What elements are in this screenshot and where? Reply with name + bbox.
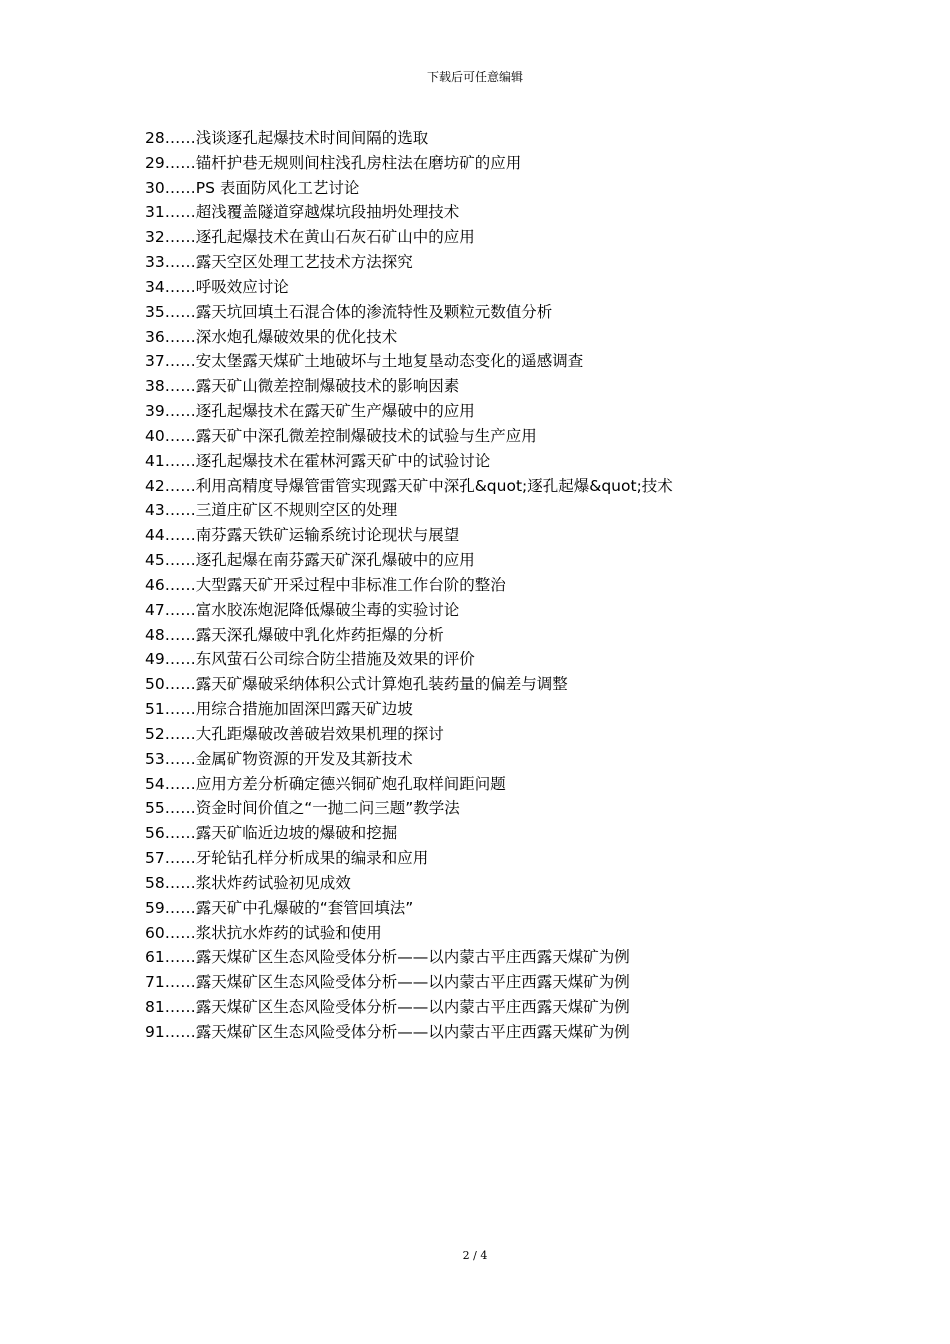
toc-item: 42……利用高精度导爆管雷管实现露天矿中深孔&quot;逐孔起爆&quot;技术 <box>145 476 673 495</box>
toc-item: 44……南芬露天铁矿运输系统讨论现状与展望 <box>145 526 460 545</box>
toc-item: 45……逐孔起爆在南芬露天矿深孔爆破中的应用 <box>145 551 475 570</box>
toc-item: 52……大孔距爆破改善破岩效果机理的探讨 <box>145 724 444 743</box>
toc-item: 29……锚杆护巷无规则间柱浅孔房柱法在磨坊矿的应用 <box>145 153 522 172</box>
toc-item: 36……深水炮孔爆破效果的优化技术 <box>145 327 398 346</box>
toc-item: 40……露天矿中深孔微差控制爆破技术的试验与生产应用 <box>145 426 537 445</box>
toc-item: 55……资金时间价值之“一抛二问三题”教学法 <box>145 799 460 818</box>
toc-item: 28……浅谈逐孔起爆技术时间间隔的选取 <box>145 129 429 147</box>
toc-item: 38……露天矿山微差控制爆破技术的影响因素 <box>145 377 460 396</box>
page-number: 2 / 4 <box>462 1249 488 1262</box>
toc-item: 51……用综合措施加固深凹露天矿边坡 <box>145 700 413 719</box>
toc-item: 30……PS 表面防风化工艺讨论 <box>145 178 360 197</box>
toc-item: 46……大型露天矿开采过程中非标准工作台阶的整治 <box>145 575 506 594</box>
toc-item: 81……露天煤矿区生态风险受体分析——以内蒙古平庄西露天煤矿为例 <box>145 997 630 1016</box>
toc-item: 54……应用方差分析确定德兴铜矿炮孔取样间距问题 <box>145 774 506 793</box>
page-header: 下载后可任意编辑 <box>426 70 523 84</box>
toc-item: 33……露天空区处理工艺技术方法探究 <box>145 253 413 272</box>
toc-item: 59……露天矿中孔爆破的“套管回填法” <box>145 898 414 917</box>
toc-item: 35……露天坑回填土石混合体的渗流特性及颗粒元数值分析 <box>145 302 553 321</box>
toc-item: 41……逐孔起爆技术在霍林河露天矿中的试验讨论 <box>145 451 491 470</box>
toc-item: 48……露天深孔爆破中乳化炸药拒爆的分析 <box>145 625 444 644</box>
toc-item: 60……浆状抗水炸药的试验和使用 <box>145 923 382 942</box>
toc-item: 53……金属矿物资源的开发及其新技术 <box>145 749 413 768</box>
toc-item: 32……逐孔起爆技术在黄山石灰石矿山中的应用 <box>145 228 475 247</box>
toc-item: 31……超浅覆盖隧道穿越煤坑段抽坍处理技术 <box>145 203 460 222</box>
toc-item: 37……安太堡露天煤矿土地破坏与土地复垦动态变化的遥感调查 <box>145 352 584 371</box>
toc-item: 47……富水胶冻炮泥降低爆破尘毒的实验讨论 <box>145 600 460 619</box>
toc-item: 43……三道庄矿区不规则空区的处理 <box>145 501 398 520</box>
toc-item: 39……逐孔起爆技术在露天矿生产爆破中的应用 <box>145 402 475 421</box>
toc-item: 49……东风萤石公司综合防尘措施及效果的评价 <box>145 650 475 669</box>
toc-item: 50……露天矿爆破采纳体积公式计算炮孔装药量的偏差与调整 <box>145 675 568 694</box>
toc-item: 58……浆状炸药试验初见成效 <box>145 873 351 892</box>
toc-item: 91……露天煤矿区生态风险受体分析——以内蒙古平庄西露天煤矿为例 <box>145 1022 630 1041</box>
toc-item: 34……呼吸效应讨论 <box>145 277 289 296</box>
toc-item: 57……牙轮钻孔样分析成果的编录和应用 <box>145 849 429 868</box>
toc-item: 71……露天煤矿区生态风险受体分析——以内蒙古平庄西露天煤矿为例 <box>145 973 630 992</box>
toc-item: 61……露天煤矿区生态风险受体分析——以内蒙古平庄西露天煤矿为例 <box>145 948 630 967</box>
toc-list <box>145 126 905 1045</box>
toc-item: 56……露天矿临近边坡的爆破和挖掘 <box>145 824 398 843</box>
